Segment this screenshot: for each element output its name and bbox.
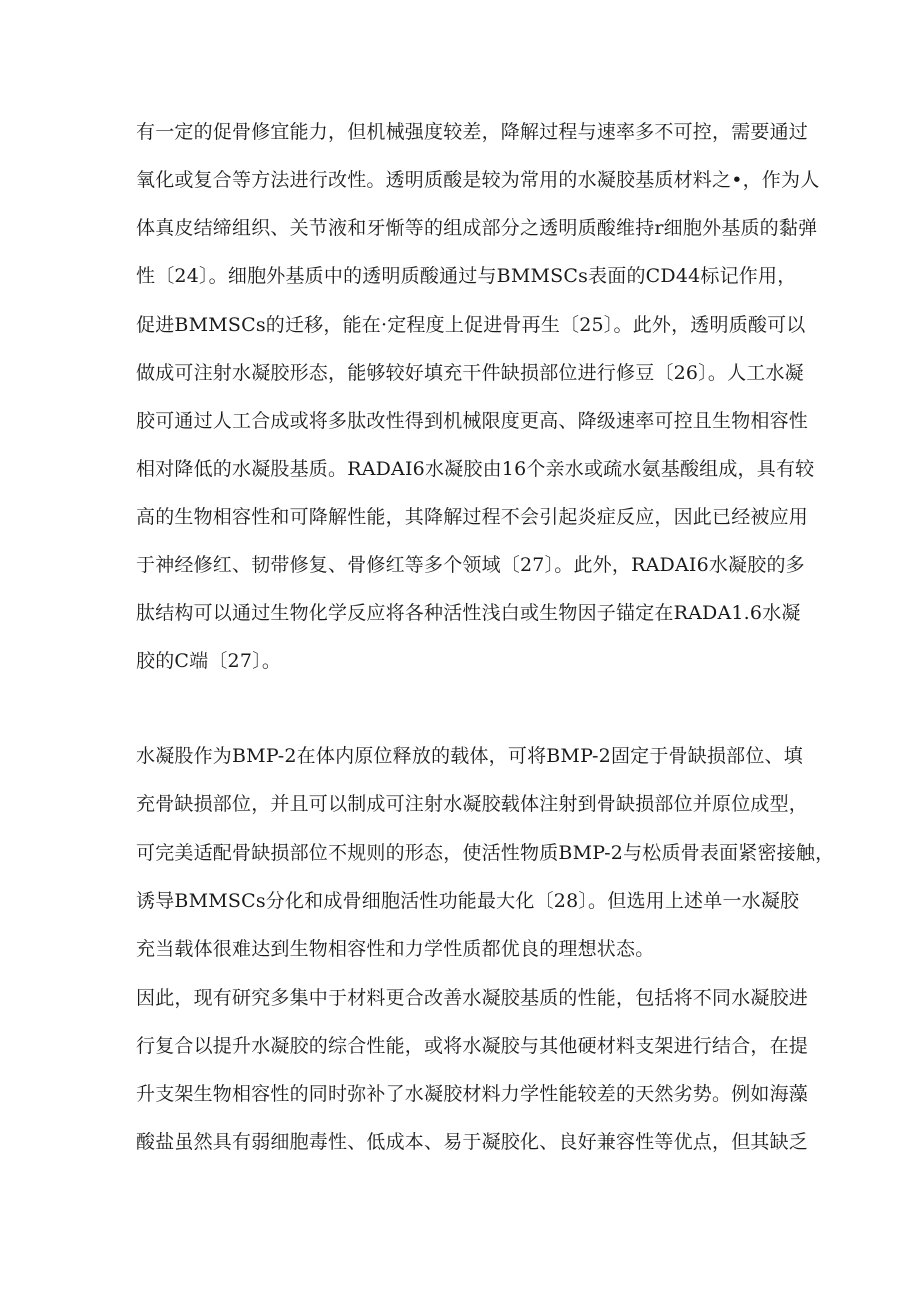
paragraph-3-line: 升支架生物相容性的同时弥补了水凝胶材料力学性能较差的天然劣势。例如海藻 [136, 1083, 809, 1105]
paragraph-1-line: 胶可通过人工合成或将多肽改性得到机械限度更高、降级速率可控且生物相容性 [136, 410, 809, 432]
paragraph-3-line: 酸盐虽然具有弱细胞毒性、低成本、易于凝胶化、良好兼容性等优点，但其缺乏 [136, 1131, 809, 1153]
paragraph-2-line: 充当载体很难达到生物相容性和力学性质都优良的理想状态。 [136, 938, 655, 960]
paragraph-3-line: 因此，现有研究多集中于材料更合改善水凝胶基质的性能，包括将不同水凝胶进 [136, 987, 809, 1009]
paragraph-1-line: 做成可注射水凝胶形态，能够较好填充干件缺损部位进行修豆〔26〕。人工水凝 [136, 362, 804, 384]
paragraph-1-line: 氧化或复合等方法进行改性。透明质酸是较为常用的水凝胶基质材料之•，作为人 [136, 169, 820, 191]
paragraph-1-line: 胶的C端〔27〕。 [136, 650, 282, 672]
paragraph-2-line: 水凝股作为BMP-2在体内原位释放的载体，可将BMP-2固定于骨缺损部位、填 [136, 745, 803, 767]
paragraph-1-line: 相对降低的水凝股基质。RADAI6水凝胶由16个亲水或疏水氨基酸组成，具有较 [136, 458, 815, 480]
paragraph-2-line: 充骨缺损部位，并且可以制成可注射水凝胶载体注射到骨缺损部位并原位成型， [136, 793, 809, 815]
paragraph-1-line: 促进BMMSCs的迁移，能在·定程度上促进骨再生〔25〕。此外，透明质酸可以 [136, 314, 806, 336]
paragraph-1-line: 于神经修红、韧带修复、骨修红等多个领域〔27〕。此外，RADAI6水凝胶的多 [136, 554, 805, 576]
paragraph-3-line: 行复合以提升水凝胶的综合性能，或将水凝胶与其他硬材料支架进行结合，在提 [136, 1035, 809, 1057]
paragraph-2-line: 诱导BMMSCs分化和成骨细胞活性功能最大化〔28〕。但选用上述单一水凝胶 [136, 890, 800, 912]
paragraph-1-line: 肽结构可以通过生物化学反应将各种活性浅白或生物因子锚定在RADA1.6水凝 [136, 602, 801, 624]
paragraph-2-line: 可完美适配骨缺损部位不规则的形态，使活性物质BMP-2与松质骨表面紧密接触， [136, 842, 835, 864]
paragraph-1-line: 有一定的促骨修宜能力，但机械强度较差，降解过程与速率多不可控，需要通过 [136, 121, 809, 143]
paragraph-1-line: 体真皮结缔组织、关节液和牙惭等的组成部分之透明质酸维持r细胞外基质的黏弹 [136, 217, 818, 239]
paragraph-1-line: 高的生物相容性和可降解性能，其降解过程不会引起炎症反应，因此已经被应用 [136, 506, 809, 528]
paragraph-1-line: 性〔24〕。细胞外基质中的透明质酸通过与BMMSCs表面的CD44标记作用， [136, 265, 797, 287]
